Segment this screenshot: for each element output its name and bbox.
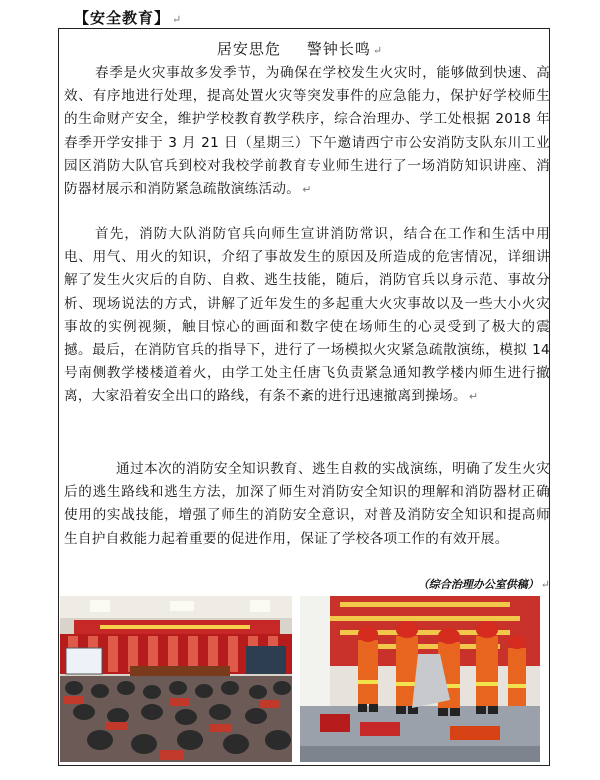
paragraph-activity-text: 首先，消防大队消防官兵向师生宣讲消防常识，结合在工作和生活中用电、用气、用火的知识，介绍了事故发生的原因及所造成的危害情况，详细讲解了发生火灾后的自防、自救、逃生技能，随后，消防官兵以身示范、事故分析、现场说法的方式，讲解了近年发生的多起重大火灾事故以及一些大小火灾事故的实例视频，触目惊心的画面和数字使在场师生的心灵受到了极大的震撼。最后，在消防官兵的指导下，进行了一场模拟火灾紧急疏散演练，模拟 14 号南侧教学楼楼道着火，由学工处主任唐飞负责紧急通知教学楼内师生进行撤离，大家沿着安全出口的路线，有条不紊的进行迅速撤离到操场。 — [64, 226, 550, 405]
credit-text: （综合治理办公室供稿） — [417, 578, 539, 591]
return-mark-icon: ↵ — [302, 183, 312, 197]
firefighter-demo-illustration — [300, 596, 540, 762]
title-right: 警钟长鸣 — [306, 40, 371, 58]
lecture-hall-illustration — [60, 596, 292, 762]
article-title — [0, 38, 600, 59]
paragraph-intro — [64, 62, 550, 201]
return-mark-icon: ↵ — [172, 13, 183, 26]
paragraph-summary — [64, 458, 550, 551]
section-tag-text: 【安全教育】 — [74, 9, 171, 27]
firefighter-demo-photo — [300, 596, 540, 762]
article-credit — [418, 576, 550, 592]
paragraph-activity — [64, 223, 550, 409]
return-mark-icon: ↵ — [540, 578, 550, 591]
paragraph-intro-text: 春季是火灾事故多发季节，为确保在学校发生火灾时，能够做到快速、高效、有序地进行处理，提高处置火灾等突发事件的应急能力，保护好学校师生的生命财产安全，维护学校教育教学秩序，综合治理办、学工处根据 2018 年春季开学安排于 3 月 21 日（星期三）下午邀请西宁市公安消防支队东川工业园区消防大队官兵到校对我校学前教育专业师生进行了一场消防知识讲座、消防器材展示和消防紧急疏散演练活动。 — [64, 65, 550, 198]
title-left: 居安思危 — [216, 40, 281, 58]
section-tag — [74, 7, 182, 28]
return-mark-icon: ↵ — [372, 44, 384, 57]
lecture-hall-photo — [60, 596, 292, 762]
paragraph-summary-text: 通过本次的消防安全知识教育、逃生自救的实战演练，明确了发生火灾后的逃生路线和逃生方法，加深了师生对消防安全知识的理解和消防器材正确使用的实战技能，增强了师生的消防安全意识，对普及消防安全知识和提高师生自护自救能力起着重要的促进作用，保证了学校各项工作的有效开展。 — [64, 461, 550, 547]
return-mark-icon: ↵ — [468, 390, 479, 404]
